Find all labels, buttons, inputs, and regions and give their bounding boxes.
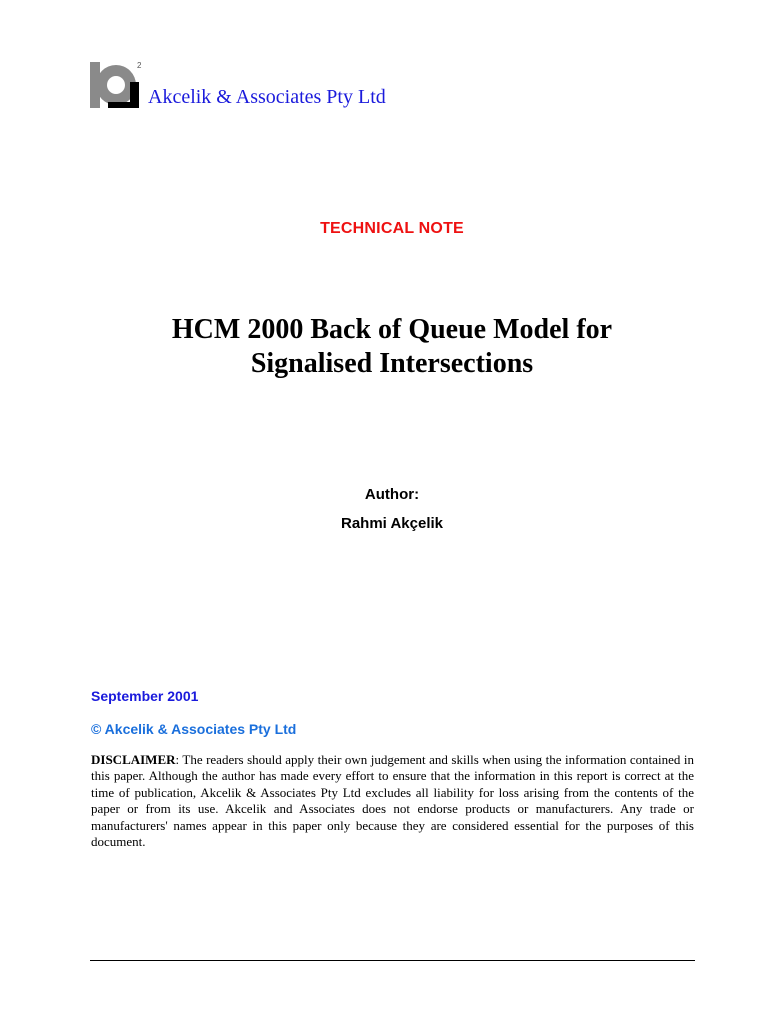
copyright-notice: © Akcelik & Associates Pty Ltd: [91, 721, 297, 737]
author-label: Author:: [364, 486, 420, 503]
logo-superscript: 2: [137, 61, 142, 70]
disclaimer-text: : The readers should apply their own judgement and skills when using the information contained in this paper. Although the author has made every effort to ensure that the information in this report is correct at the time of publication, Akcelik & Associates Pty Ltd excludes all liability for loss arising from the contents of the paper or from its use. Akcelik and Associates does not endorse products or manufacturers. Any trade or manufacturers' names appear in this paper only because they are considered essential for the purposes of this document.: [91, 752, 694, 850]
document-title: [0, 313, 768, 381]
author-name: Rahmi Akçelik: [341, 515, 443, 532]
title-line-2: Signalised Intersections: [250, 348, 534, 379]
disclaimer-paragraph: [91, 752, 694, 850]
footer-divider: [90, 960, 695, 961]
publication-date: September 2001: [91, 688, 199, 704]
a2-logo-icon: [90, 58, 150, 110]
company-logo: [90, 58, 150, 110]
title-line-1: HCM 2000 Back of Queue Model for: [171, 314, 613, 345]
company-name: Akcelik & Associates Pty Ltd: [148, 86, 386, 108]
technical-note-label: TECHNICAL NOTE: [320, 220, 464, 237]
disclaimer-label: DISCLAIMER: [91, 752, 176, 767]
